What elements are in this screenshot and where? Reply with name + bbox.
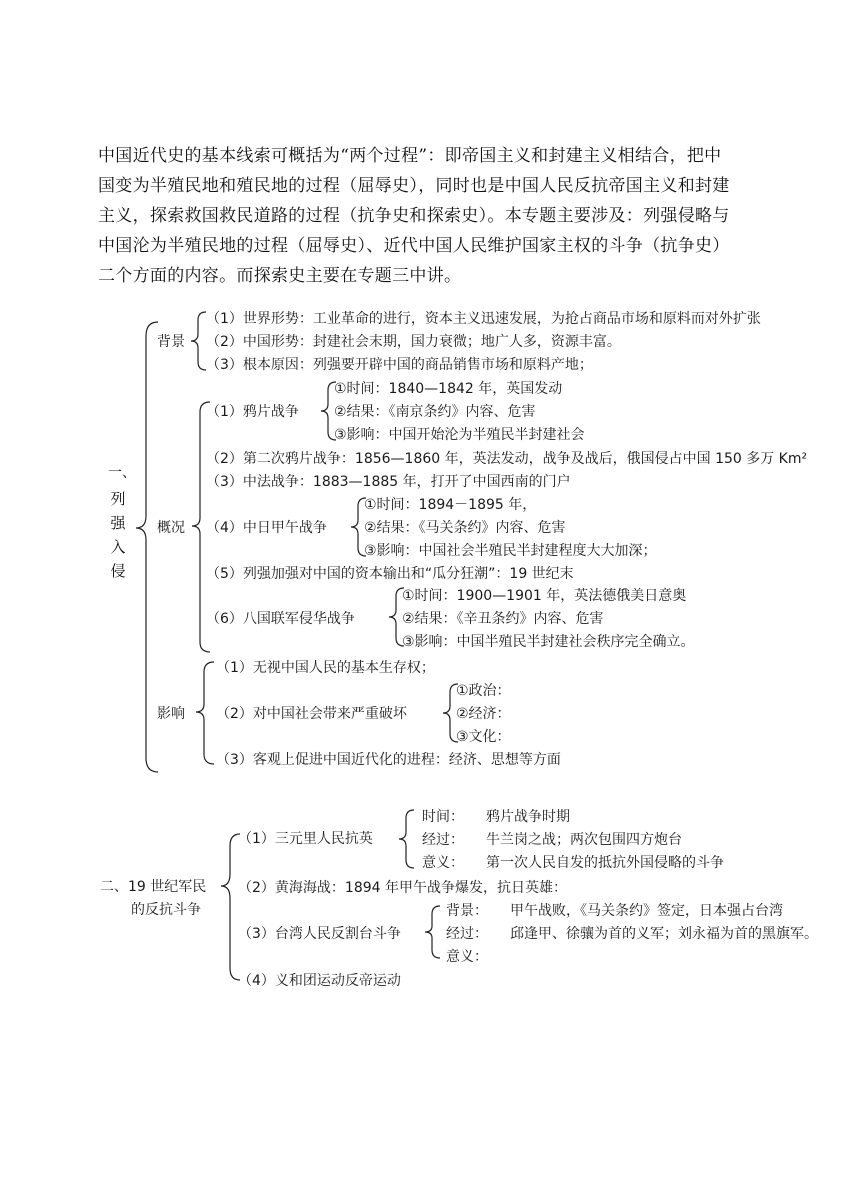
brace-part2 [221, 834, 240, 980]
part2-title: 二、19 世纪军民 [100, 879, 207, 895]
impact-item2-sub: ②经济： [456, 706, 511, 722]
sanyuanli-key: 经过： [422, 832, 464, 848]
background-item: （2）中国形势：封建社会末期，国力衰微；地广人多，资源丰富。 [206, 334, 621, 350]
brace-sanyuanli [399, 810, 414, 868]
sanyuanli-key: 时间： [422, 809, 464, 825]
impact-item2-sub: ①政治： [456, 683, 511, 699]
taiwan-label: （3）台湾人民反割台斗争 [238, 926, 401, 942]
part1-title-char: 强 [110, 514, 126, 532]
sino-french-war: （3）中法战争：1883—1885 年，打开了中国西南的门户 [206, 474, 571, 490]
part1-title-char: 侵 [110, 562, 126, 580]
sanyuanli-key: 意义： [422, 855, 464, 871]
part1-title-char: 列 [110, 490, 126, 508]
opium-war-sub: ③影响：中国开始沦为半殖民半封建社会 [334, 427, 585, 443]
intro-line: 中国近代史的基本线索可概括为“两个过程”：即帝国主义和封建主义相结合，把中 [98, 146, 722, 166]
eight-nation-sub: ③影响：中国半殖民半封建社会秩序完全确立。 [402, 634, 695, 650]
capital-export: （5）列强加强对中国的资本输出和“瓜分狂潮”：19 世纪末 [206, 566, 574, 582]
impact-label: 影响 [157, 706, 185, 722]
intro-line: 主义，探索救国救民道路的过程（抗争史和探索史）。本专题主要涉及：列强侵略与 [98, 206, 730, 226]
background-label: 背景 [157, 334, 185, 350]
brace-background [191, 312, 206, 370]
taiwan-key: 意义： [446, 949, 488, 965]
sanyuanli-value: 牛兰岗之战；两次包围四方炮台 [486, 832, 682, 848]
yellow-sea-battle: （2）黄海海战：1894 年甲午战争爆发，抗日英雄： [238, 880, 567, 896]
eight-nation-war-label: （6）八国联军侵华战争 [206, 611, 355, 627]
intro-line: 国变为半殖民地和殖民地的过程（屈辱史），同时也是中国人民反抗帝国主义和封建 [98, 176, 730, 196]
impact-item: （1）无视中国人民的基本生存权； [216, 660, 435, 676]
eight-nation-sub: ①时间：1900—1901 年，英法德俄美日意奥 [402, 588, 687, 604]
impact-item2-sub: ③文化： [456, 729, 511, 745]
sino-japanese-war-label: （4）中日甲午战争 [206, 520, 327, 536]
part1-title-char: 入 [110, 538, 126, 556]
intro-line: 中国沦为半殖民地的过程（屈辱史）、近代中国人民维护国家主权的斗争（抗争史） [98, 236, 730, 256]
impact-item: （3）客观上促进中国近代化的进程：经济、思想等方面 [216, 752, 561, 768]
taiwan-value: 甲午战败，《马关条约》签定，日本强占台湾 [510, 903, 783, 919]
sanyuanli-value: 第一次人民自发的抵抗外国侵略的斗争 [486, 855, 724, 871]
taiwan-key: 经过： [446, 926, 488, 942]
eight-nation-sub: ②结果：《辛丑条约》内容、危害 [402, 611, 604, 627]
brace-impact [196, 662, 214, 764]
taiwan-value: 邱逢甲、徐骧为首的义军；刘永福为首的黑旗军。 [510, 926, 818, 942]
opium-war-sub: ②结果：《南京条约》内容、危害 [334, 404, 536, 420]
opium-war-sub: ①时间：1840—1842 年，英国发动 [334, 381, 563, 397]
sino-japanese-sub: ②结果：《马关条约》内容、危害 [364, 520, 566, 536]
overview-label: 概况 [157, 520, 185, 536]
background-item: （1）世界形势：工业革命的进行，资本主义迅速发展，为抢占商品市场和原料而对外扩张 [206, 311, 761, 327]
impact-item2-label: （2）对中国社会带来严重破坏 [216, 706, 407, 722]
sanyuanli-label: （1）三元里人民抗英 [238, 831, 373, 847]
intro-line: 二个方面的内容。而探索史主要在专题三中讲。 [98, 266, 462, 286]
sanyuanli-value: 鸦片战争时期 [486, 809, 570, 825]
brace-taiwan [425, 906, 440, 958]
boxer-movement: （4）义和团运动反帝运动 [238, 973, 401, 989]
part1-number: 一、 [108, 465, 136, 481]
opium-war-label: （1）鸦片战争 [206, 404, 299, 420]
part2-title: 的反抗斗争 [131, 902, 201, 918]
sino-japanese-sub: ①时间：1894－1895 年， [364, 497, 537, 513]
taiwan-key: 背景： [446, 903, 488, 919]
background-item: （3）根本原因：列强要开辟中国的商品销售市场和原料产地； [206, 357, 593, 373]
brace-part1 [136, 322, 158, 772]
second-opium-war: （2）第二次鸦片战争：1856—1860 年，英法发动，战争及战后，俄国侵占中国 150 多万 Km² [206, 451, 808, 467]
sino-japanese-sub: ③影响：中国社会半殖民半封建程度大大加深； [364, 543, 657, 559]
